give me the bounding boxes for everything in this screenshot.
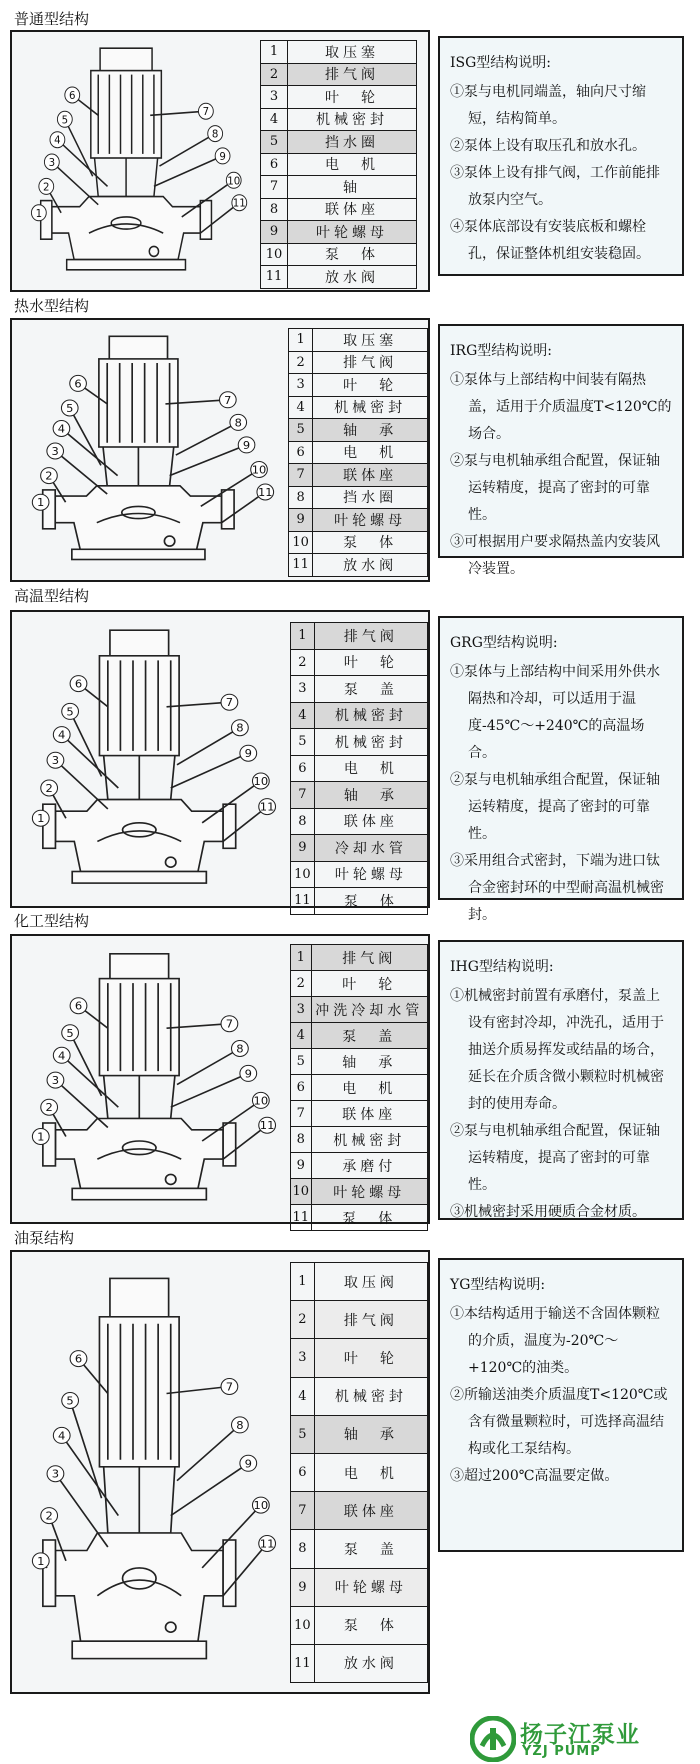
callout-9: 9 (219, 149, 226, 164)
parts-row (261, 243, 417, 266)
part-name: 轴 承 (314, 782, 427, 809)
part-name: 联体座 (288, 198, 417, 221)
callout-4: 4 (58, 728, 66, 742)
part-name: 联体座 (311, 1101, 428, 1127)
part-number: 7 (261, 176, 288, 199)
part-name: 排气阀 (314, 623, 427, 650)
pump-diagram (24, 938, 286, 1220)
part-name: 电 机 (314, 755, 427, 782)
part-number: 1 (289, 329, 313, 352)
parts-row (291, 1153, 428, 1179)
callout-7: 7 (202, 104, 210, 119)
part-number: 5 (289, 419, 313, 442)
callout-5: 5 (66, 1027, 74, 1040)
notes-item: ③泵体上设有排气阀，工作前能排放泵内空气。 (450, 165, 660, 208)
notes-item: ④泵体底部设有安装底板和螺栓孔，保证整体机组安装稳固。 (450, 219, 650, 262)
part-name: 排气阀 (311, 945, 428, 971)
part-name: 叶 轮 (314, 649, 427, 676)
callout-9: 9 (244, 1457, 252, 1471)
structure-panel (10, 318, 430, 582)
part-number: 3 (289, 374, 313, 397)
parts-row (291, 997, 428, 1023)
parts-row (289, 509, 428, 532)
part-number: 1 (291, 1263, 315, 1301)
callout-7: 7 (225, 1380, 234, 1394)
callout-8: 8 (236, 721, 244, 735)
part-number: 10 (291, 861, 315, 888)
parts-row (291, 861, 428, 888)
callout-2: 2 (45, 1101, 53, 1115)
part-name: 机械密封 (288, 108, 417, 131)
parts-table (290, 944, 428, 1231)
part-number: 5 (291, 729, 315, 756)
part-name: 取压阀 (314, 1263, 427, 1301)
part-name: 机械密封 (313, 396, 428, 419)
callout-7: 7 (225, 696, 234, 710)
part-number: 2 (261, 63, 288, 86)
parts-row (261, 221, 417, 244)
part-number: 3 (291, 1339, 315, 1377)
callout-10: 10 (251, 463, 267, 477)
callout-5: 5 (66, 705, 74, 719)
callout-4: 4 (58, 1429, 66, 1443)
parts-row (291, 1179, 428, 1205)
section-title: 高温型结构 (14, 587, 90, 605)
part-number: 1 (291, 945, 312, 971)
part-name: 叶轮螺母 (314, 1568, 427, 1606)
callout-3: 3 (48, 155, 56, 170)
section-title: 化工型结构 (14, 912, 90, 930)
parts-row (291, 649, 428, 676)
part-number: 7 (291, 1492, 315, 1530)
part-name: 泵 盖 (314, 676, 427, 703)
part-number: 4 (291, 1377, 315, 1415)
notes-item: ②泵与电机轴承组合配置，保证轴运转精度，提高了密封的可靠性。 (450, 453, 660, 523)
part-name: 冲洗冷却水管 (311, 997, 428, 1023)
part-name: 叶 轮 (314, 1339, 427, 1377)
part-number: 9 (289, 509, 313, 532)
parts-row (291, 808, 428, 835)
part-number: 2 (291, 1301, 315, 1339)
part-name: 机械密封 (314, 729, 427, 756)
parts-table (290, 1262, 428, 1683)
part-number: 2 (291, 649, 315, 676)
callout-2: 2 (45, 1509, 53, 1523)
part-name: 冷却水管 (314, 835, 427, 862)
part-name: 联体座 (314, 1492, 427, 1530)
parts-row (289, 554, 428, 577)
callout-2: 2 (43, 180, 50, 194)
callout-1: 1 (35, 206, 43, 220)
pump-diagram (24, 322, 284, 578)
callout-1: 1 (37, 496, 45, 510)
parts-row (289, 441, 428, 464)
callout-7: 7 (224, 393, 232, 407)
part-name: 泵 体 (314, 888, 427, 915)
logo-text-cn: 扬子江泵业 (520, 1722, 640, 1748)
notes-item: ③超过200℃高温要定做。 (450, 1468, 619, 1484)
part-number: 8 (291, 1530, 315, 1568)
part-number: 5 (291, 1415, 315, 1453)
part-name: 叶轮螺母 (311, 1179, 428, 1205)
part-number: 7 (289, 464, 313, 487)
callout-11: 11 (258, 486, 273, 499)
part-number: 11 (261, 266, 288, 289)
parts-row (291, 755, 428, 782)
part-name: 叶轮螺母 (313, 509, 428, 532)
parts-row (291, 1377, 428, 1415)
part-name: 叶轮螺母 (314, 861, 427, 888)
structure-panel (10, 30, 430, 292)
part-name: 泵 体 (313, 531, 428, 554)
parts-row (261, 153, 417, 176)
callout-3: 3 (51, 1074, 60, 1088)
parts-row (291, 1492, 428, 1530)
parts-table (290, 622, 428, 915)
notes-title: IHG型结构说明: (450, 959, 554, 975)
parts-row (289, 351, 428, 374)
part-name: 轴 承 (311, 1049, 428, 1075)
parts-row (291, 1263, 428, 1301)
pump-diagram (24, 614, 286, 904)
parts-row (261, 41, 417, 64)
parts-row (291, 1049, 428, 1075)
callout-10: 10 (253, 775, 269, 788)
parts-row (289, 464, 428, 487)
part-name: 电 机 (311, 1075, 428, 1101)
callout-1: 1 (37, 812, 45, 826)
part-number: 10 (289, 531, 313, 554)
parts-row (291, 1453, 428, 1491)
callout-4: 4 (58, 1049, 66, 1063)
parts-row (261, 266, 417, 289)
parts-row (291, 1644, 428, 1682)
part-name: 叶 轮 (288, 86, 417, 109)
parts-row (261, 86, 417, 109)
part-number: 9 (261, 221, 288, 244)
parts-row (291, 835, 428, 862)
notes-title: ISG型结构说明: (450, 55, 552, 71)
part-number: 7 (291, 1101, 312, 1127)
parts-row (291, 1606, 428, 1644)
callout-3: 3 (51, 445, 59, 458)
parts-row (291, 729, 428, 756)
parts-row (289, 396, 428, 419)
parts-row (289, 486, 428, 509)
part-name: 泵 盖 (311, 1023, 428, 1049)
part-number: 3 (261, 86, 288, 109)
notes-item: ①本结构适用于输送不含固体颗粒的介质，温度为-20℃～+120℃的油类。 (450, 1306, 660, 1376)
notes-item: ②泵体上设有取压孔和放水孔。 (450, 138, 646, 154)
part-number: 9 (291, 1153, 312, 1179)
notes-item: ②泵与电机轴承组合配置，保证轴运转精度，提高了密封的可靠性。 (450, 1123, 660, 1193)
parts-row (261, 63, 417, 86)
parts-row (291, 971, 428, 997)
structure-panel (10, 1250, 430, 1694)
part-name: 取压塞 (288, 41, 417, 64)
part-name: 泵 体 (288, 243, 417, 266)
parts-table (260, 40, 417, 289)
part-number: 8 (291, 808, 315, 835)
callout-1: 1 (37, 1555, 45, 1568)
part-name: 承磨付 (311, 1153, 428, 1179)
part-number: 4 (289, 396, 313, 419)
notes-item: ①泵体与上部结构中间采用外供水隔热和冷却，可以适用于温度-45℃～+240℃的高温场合。 (450, 664, 660, 761)
parts-row (291, 1101, 428, 1127)
callout-11: 11 (259, 1537, 275, 1551)
part-name: 排气阀 (288, 63, 417, 86)
callout-3: 3 (51, 754, 60, 768)
notes-item: ③可根据用户要求隔热盖内安装风冷装置。 (450, 534, 660, 577)
section-title: 油泵结构 (14, 1229, 75, 1247)
part-number: 6 (289, 441, 313, 464)
callout-8: 8 (234, 416, 242, 430)
notes-item: ①机械密封前置有承磨付，泵盖上设有密封冷却，冲洗孔，适用于抽送介质易挥发或结晶的场合，延长在介质含微小颗粒时机械密封的使用寿命。 (450, 988, 664, 1112)
part-name: 挡水圈 (313, 486, 428, 509)
parts-row (261, 176, 417, 199)
part-name: 机械密封 (314, 1377, 427, 1415)
company-logo (470, 1716, 700, 1762)
callout-8: 8 (211, 127, 219, 141)
part-name: 联体座 (313, 464, 428, 487)
structure-panel (10, 934, 430, 1227)
part-number: 6 (291, 1075, 312, 1101)
callout-5: 5 (66, 1394, 74, 1408)
parts-table (288, 328, 428, 577)
part-number: 4 (291, 702, 315, 729)
part-number: 8 (289, 486, 313, 509)
notes-item: ③机械密封采用硬质合金材质。 (450, 1204, 646, 1220)
parts-row (291, 676, 428, 703)
logo-text-en: YZJ PUMP (522, 1744, 601, 1759)
notes-item: ③采用组合式密封，下端为进口钛合金密封环的中型耐高温机械密封。 (450, 853, 664, 923)
part-name: 叶轮螺母 (288, 221, 417, 244)
notes-item: ①泵体与上部结构中间装有隔热盖，适用于介质温度T<120℃的场合。 (450, 372, 672, 442)
callout-9: 9 (244, 747, 252, 761)
part-name: 放水阀 (313, 554, 428, 577)
section-title: 热水型结构 (14, 297, 90, 315)
callout-9: 9 (244, 1067, 252, 1081)
section-title: 普通型结构 (14, 10, 90, 28)
part-number: 10 (291, 1179, 312, 1205)
parts-row (261, 131, 417, 154)
part-name: 电 机 (314, 1453, 427, 1491)
parts-row (291, 1127, 428, 1153)
parts-row (291, 1568, 428, 1606)
parts-row (289, 531, 428, 554)
part-number: 6 (291, 755, 315, 782)
callout-2: 2 (45, 782, 53, 795)
callout-11: 11 (232, 196, 246, 210)
parts-row (291, 945, 428, 971)
part-name: 泵 体 (314, 1606, 427, 1644)
callout-4: 4 (57, 422, 66, 436)
callout-6: 6 (74, 377, 82, 391)
part-name: 叶 轮 (313, 374, 428, 397)
notes-item: ②泵与电机轴承组合配置，保证轴运转精度，提高了密封的可靠性。 (450, 772, 660, 842)
callout-10: 10 (253, 1499, 269, 1513)
parts-row (291, 1205, 428, 1231)
notes-title: YG型结构说明: (450, 1277, 546, 1293)
parts-row (291, 1301, 428, 1339)
part-number: 2 (291, 971, 312, 997)
structure-notes (438, 324, 684, 577)
part-number: 11 (291, 1644, 315, 1682)
parts-row (289, 419, 428, 442)
parts-row (291, 888, 428, 915)
part-number: 6 (291, 1453, 315, 1491)
callout-8: 8 (236, 1042, 244, 1056)
part-name: 机械密封 (311, 1127, 428, 1153)
callout-6: 6 (74, 999, 83, 1013)
part-number: 2 (289, 351, 313, 374)
parts-row (289, 329, 428, 352)
part-number: 10 (291, 1606, 315, 1644)
parts-row (261, 108, 417, 131)
notes-title: GRG型结构说明: (450, 635, 558, 651)
notes-item: ②所输送油类介质温度T<120℃或含有微量颗粒时，可选择高温结构或化工泵结构。 (450, 1387, 668, 1457)
callout-10: 10 (253, 1094, 269, 1108)
callout-5: 5 (66, 402, 74, 415)
parts-row (291, 623, 428, 650)
parts-row (261, 198, 417, 221)
structure-notes (438, 36, 684, 276)
part-number: 10 (261, 243, 288, 266)
parts-row (291, 782, 428, 809)
part-number: 1 (291, 623, 315, 650)
callout-1: 1 (37, 1130, 45, 1144)
callout-11: 11 (259, 1119, 275, 1133)
part-name: 排气阀 (314, 1301, 427, 1339)
notes-item: ①泵与电机同端盖，轴向尺寸缩短，结构简单。 (450, 84, 646, 127)
structure-notes (438, 616, 684, 923)
logo-mark-icon (470, 1716, 516, 1762)
callout-7: 7 (225, 1017, 234, 1031)
parts-row (291, 702, 428, 729)
callout-5: 5 (61, 112, 69, 127)
part-name: 排气阀 (313, 351, 428, 374)
part-number: 11 (291, 888, 315, 915)
part-number: 8 (261, 198, 288, 221)
part-number: 8 (291, 1127, 312, 1153)
callout-4: 4 (54, 133, 61, 147)
parts-row (291, 1530, 428, 1568)
part-number: 9 (291, 835, 315, 862)
structure-notes (438, 940, 684, 1220)
parts-row (291, 1415, 428, 1453)
callout-6: 6 (74, 677, 83, 691)
part-name: 挡水圈 (288, 131, 417, 154)
part-number: 5 (291, 1049, 312, 1075)
part-name: 泵 体 (311, 1205, 428, 1231)
part-name: 电 机 (288, 153, 417, 176)
part-name: 放水阀 (288, 266, 417, 289)
part-number: 11 (289, 554, 313, 577)
part-number: 5 (261, 131, 288, 154)
callout-2: 2 (45, 469, 53, 483)
parts-row (291, 1023, 428, 1049)
structure-panel (10, 610, 430, 908)
part-number: 9 (291, 1568, 315, 1606)
callout-9: 9 (242, 439, 251, 452)
callout-6: 6 (69, 88, 76, 103)
part-number: 11 (291, 1205, 312, 1231)
pump-diagram (24, 34, 256, 288)
callout-10: 10 (227, 173, 241, 188)
part-number: 7 (291, 782, 315, 809)
pump-diagram (24, 1254, 286, 1690)
part-name: 轴 承 (314, 1415, 427, 1453)
callout-11: 11 (259, 800, 275, 814)
part-number: 4 (261, 108, 288, 131)
part-name: 轴 (288, 176, 417, 199)
part-name: 电 机 (313, 441, 428, 464)
callout-8: 8 (236, 1419, 244, 1432)
part-name: 轴 承 (313, 419, 428, 442)
part-number: 1 (261, 41, 288, 64)
part-name: 联体座 (314, 808, 427, 835)
callout-6: 6 (74, 1352, 83, 1366)
part-name: 取压塞 (313, 329, 428, 352)
part-name: 叶 轮 (311, 971, 428, 997)
part-number: 6 (261, 153, 288, 176)
part-number: 3 (291, 997, 312, 1023)
part-number: 3 (291, 676, 315, 703)
part-number: 4 (291, 1023, 312, 1049)
part-name: 机械密封 (314, 702, 427, 729)
callout-3: 3 (51, 1467, 60, 1481)
parts-row (291, 1339, 428, 1377)
part-name: 泵 盖 (314, 1530, 427, 1568)
part-name: 放水阀 (314, 1644, 427, 1682)
notes-title: IRG型结构说明: (450, 343, 552, 359)
structure-notes (438, 1258, 684, 1552)
parts-row (291, 1075, 428, 1101)
parts-row (289, 374, 428, 397)
